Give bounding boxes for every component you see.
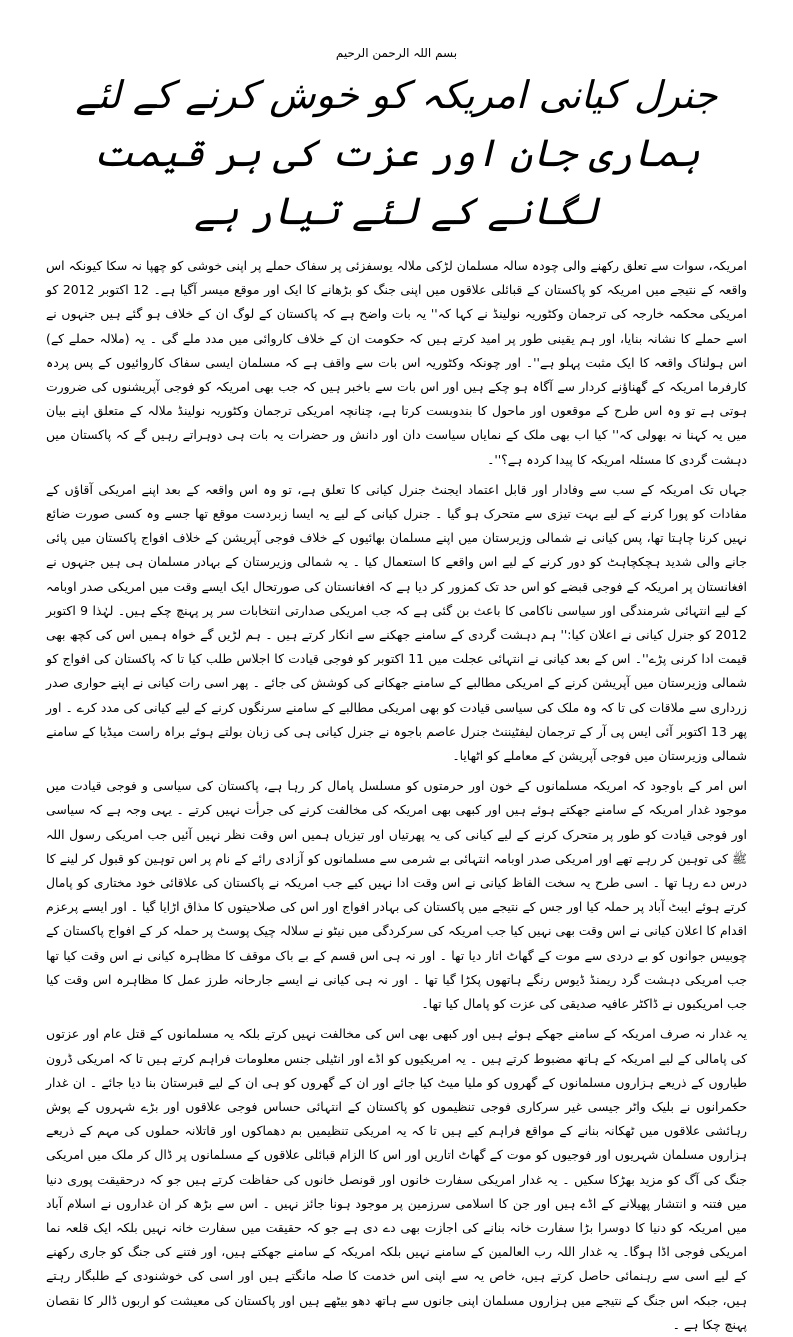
title-line-1: جنرل کیانی امریکہ کو خوش کرنے کے لئے bbox=[75, 73, 718, 117]
title-line-2: ہماری جان اور عزت کی ہر قیمت لگانے کے لئے تیار ہے bbox=[93, 131, 700, 233]
paragraph: امریکہ، سوات سے تعلق رکھنے والی چودہ سالہ مسلمان لڑکی ملالہ یوسفزئی پر سفاک حملے پر اپنی خوشی کو چھپا نہ سکا کیونکہ اس واقعہ کے نتیجے میں امریکہ کو پاکستان کے قبائلی علاقوں میں اپنی جنگ کو بڑھانے کا ایک اور موقع میسر آگیا ہے۔ 12 اکتوبر 2012 کو امریکی محکمہ خارجہ کی ترجمان وکٹوریہ نولینڈ نے کہا کہ'' یہ بات واضح ہے کہ پاکستان کے لوگ ان کے خلاف ہو گئے ہیں جنہوں نے اسے حملے کا نشانہ بنایا، اور ہم یقینی طور پر امید کرتے ہیں کہ حکومت ان کے خلاف کاروائی میں مدد ملے گی ۔ یہ (ملالہ حملے کے) اس ہولناک واقعہ کا ایک مثبت پہلو ہے''۔ اور چونکہ وکٹوریہ اس بات سے واقف ہے کہ مسلمان ایسی سفاک کاروائیوں کے پس پردہ کارفرما امریکہ کے گھناؤنے کردار سے آگاہ ہو چکے ہیں اور اس بات سے باخبر ہیں کہ جب بھی امریکہ کو فوجی آپریشنوں کی ضرورت ہوتی ہے تو وہ اس طرح کے موقعوں اور ماحول کا بندوبست کرتا ہے، چنانچہ امریکی ترجمان وکٹوریہ نولینڈ ملالہ کے متعلق اپنے بیان میں یہ کہنا نہ بھولی کہ'' کیا اب بھی ملک کے نمایاں سیاست دان اور دانش ور حضرات یہ بات ہی دوہراتے رہیں گے کہ پاکستان میں دہشت گردی کا مسئلہ امریکہ کا پیدا کردہ ہے؟''۔ bbox=[46, 258, 747, 467]
basmala: بسم اللہ الرحمن الرحیم bbox=[335, 46, 458, 60]
article-body bbox=[46, 254, 747, 1337]
paragraph: اس امر کے باوجود کہ امریکہ مسلمانوں کے خون اور حرمتوں کو مسلسل پامال کر رہا ہے، پاکستان کی سیاسی و فوجی قیادت میں موجود غدار امریکہ کے سامنے جھکتے ہوئے ہیں اور کبھی بھی امریکہ کی مخالفت کرنے کی جرأت نہیں کرتے ۔ یہی وجہ ہے کہ سیاسی اور فوجی قیادت کو طور پر متحرک کرنے کے لیے کیانی کی یہ پھرتیاں اور تیزیاں ہمیں اس وقت نظر نہیں آئیں جب امریکی رسول اللہ ﷺ کی توہین کر رہے تھے اور امریکی صدر اوبامہ انتہائی بے شرمی سے مسلمانوں کو آزادی رائے کے نام پر اس توہین کو قبول کر لینے کا درس دے رہا تھا ۔ اسی طرح یہ سخت الفاظ کیانی نے اس وقت ادا نہیں کیے جب امریکہ نے پاکستان کی علاقائی خود مختاری کو پامال کرتے ہوئے ایبٹ آباد پر حملہ کیا اور جس کے نتیجے میں پاکستان کی بہادر افواج اور اس کی صلاحیتوں کا مذاق اڑایا گیا ۔ اور ایسے پرعزم اقدام کا اعلان کیانی نے اس وقت بھی نہیں کیا جب امریکہ کی سرکردگی میں نیٹو نے سلالہ چیک پوسٹ پر حملہ کر کے افواج پاکستان کے چوبیس جوانوں کو بے دردی سے موت کے گھاٹ اتار دیا تھا ۔ اور نہ ہی اس قسم کے بے باک موقف کا مظاہرہ کیانی نے اس وقت کیا تھا جب امریکی دہشت گرد ریمنڈ ڈیوس رنگے ہاتھوں پکڑا گیا تھا ۔ اور نہ ہی کیانی نے ایسے جارحانہ طرز عمل کا مظاہرہ اس وقت کیا جب امریکیوں نے ڈاکٹر عافیہ صدیقی کی عزت کو پامال کیا تھا۔ bbox=[46, 778, 747, 1012]
paragraph: جہاں تک امریکہ کے سب سے وفادار اور قابل اعتماد ایجنٹ جنرل کیانی کا تعلق ہے، تو وہ اس واقعہ کے بعد اپنے امریکی آقاؤں کے مفادات کو پورا کرنے کے لیے بہت تیزی سے متحرک ہو گیا ۔ جنرل کیانی کے لیے یہ ایسا زبردست موقع تھا جسے وہ کسی صورت ضائع نہیں کرنا چاہتا تھا، پس کیانی نے شمالی وزیرستان میں اپنے مسلمان بھائیوں کے خلاف فوجی آپریشن کے خلاف افواج پاکستان میں پائی جانے والی شدید ہچکچاہٹ کو دور کرنے کے لیے اس واقعے کا استعمال کیا ۔ یہ شمالی وزیرستان کے بہادر مسلمان ہی ہیں جنہوں نے افغانستان پر امریکہ کے فوجی قبضے کو اس حد تک کمزور کر دیا ہے کہ افغانستان کی صورتحال ایک ایسے وقت میں امریکی صدر اوبامہ کے لیے انتہائی شرمندگی اور سیاسی ناکامی کا باعث بن گئی ہے کہ جب امریکی صدارتی انتخابات سر پر پہنچ چکے ہیں۔ لہٰذا 9 اکتوبر 2012 کو جنرل کیانی نے اعلان کیا:'' ہم دہشت گردی کے سامنے جھکنے سے انکار کرتے ہیں ۔ ہم لڑیں گے خواہ ہمیں اس کی کچھ بھی قیمت ادا کرنی پڑے''۔ اس کے بعد کیانی نے انتہائی عجلت میں 11 اکتوبر کو فوجی قیادت کا اجلاس طلب کیا تا کہ پاکستان کی افواج کو شمالی وزیرستان میں آپریشن کرنے کے امریکی مطالبے کے سامنے جھکانے کی کوشش کی جائے ۔ پھر اسی رات کیانی نے اپنے حواری صدر زرداری سے ملاقات کی تا کہ وہ ملک کی سیاسی قیادت کو بھی امریکی مطالبے کے سامنے سرنگوں کرنے کے لیے کیانی کی مدد کرے ۔ اور پھر 13 اکتوبر آئی ایس پی آر کے ترجمان لیفٹیننٹ جنرل عاصم باجوہ نے جنرل کیانی ہی کی زبان بولتے ہوئے براہ راست میڈیا کے سامنے شمالی وزیرستان میں فوجی آپریشن کے معاملے کو اٹھایا۔ bbox=[46, 481, 747, 764]
paragraph: یہ غدار نہ صرف امریکہ کے سامنے جھکے ہوئے ہیں اور کبھی بھی اس کی مخالفت نہیں کرتے بلکہ یہ مسلمانوں کے قتل عام اور عزتوں کی پامالی کے لیے امریکہ کے ہاتھ مضبوط کرتے ہیں ۔ یہ امریکیوں کو اڈے اور انٹیلی جنس معلومات فراہم کرتے ہیں تا کہ امریکی ڈرون طیاروں کے ذریعے ہزاروں مسلمانوں کے گھروں کو ملیا میٹ کیا جائے اور ان کے گھروں کو ہی ان کے لیے قبرستان بنا دیا جائے ۔ ان غدار حکمرانوں نے بلیک واٹر جیسی غیر سرکاری فوجی تنظیموں کو پاکستان کے انتہائی حساس فوجی علاقوں اور بڑے شہروں کے پوش رہائشی علاقوں میں ٹھکانہ بنانے کے مواقع فراہم کیے ہیں تا کہ یہ امریکی تنظیمیں بم دھماکوں اور قاتلانہ حملوں کی مہم کے ذریعے ہزاروں مسلمان شہریوں اور فوجیوں کو موت کے گھاٹ اتاریں اور اس کا الزام قبائلی علاقوں کے مسلمانوں پر ڈال کر ملک میں امریکی جنگ کی آگ کو مزید بھڑکا سکیں ۔ یہ غدار امریکی سفارت خانوں اور قونصل خانوں کی حفاظت کرتے ہیں جو کہ درحقیقت پوری دنیا میں فتنہ و انتشار پھیلانے کے اڈے ہیں اور جن کا اسلامی سرزمین پر موجود ہونا جائز نہیں ۔ اس سے بڑھ کر ان غداروں نے اسلام آباد میں امریکہ کو دنیا کا دوسرا بڑا سفارت خانہ بنانے کی اجازت بھی دے دی ہے جو کہ حقیقت میں سفارت خانہ نہیں بلکہ ایک قلعہ نما امریکی فوجی اڈا ہوگا۔ یہ غدار اللہ رب العالمین کے سامنے نہیں بلکہ امریکہ کے سامنے جھکتے ہیں، اور فتنے کی جنگ کو جاری رکھنے کے لیے اسی سے رہنمائی حاصل کرتے ہیں، خاص یہ سے اپنی اس خدمت کا صلہ مانگتے ہیں اور اسی کی خوشنودی کے طلبگار رہتے ہیں، جبکہ اس جنگ کے نتیجے میں ہزاروں مسلمان اپنی جانوں سے ہاتھ دھو بیٹھے ہیں اور پاکستان کی معیشت کو اربوں ڈالر کا نقصان پہنچ چکا ہے ۔ bbox=[46, 1026, 747, 1332]
